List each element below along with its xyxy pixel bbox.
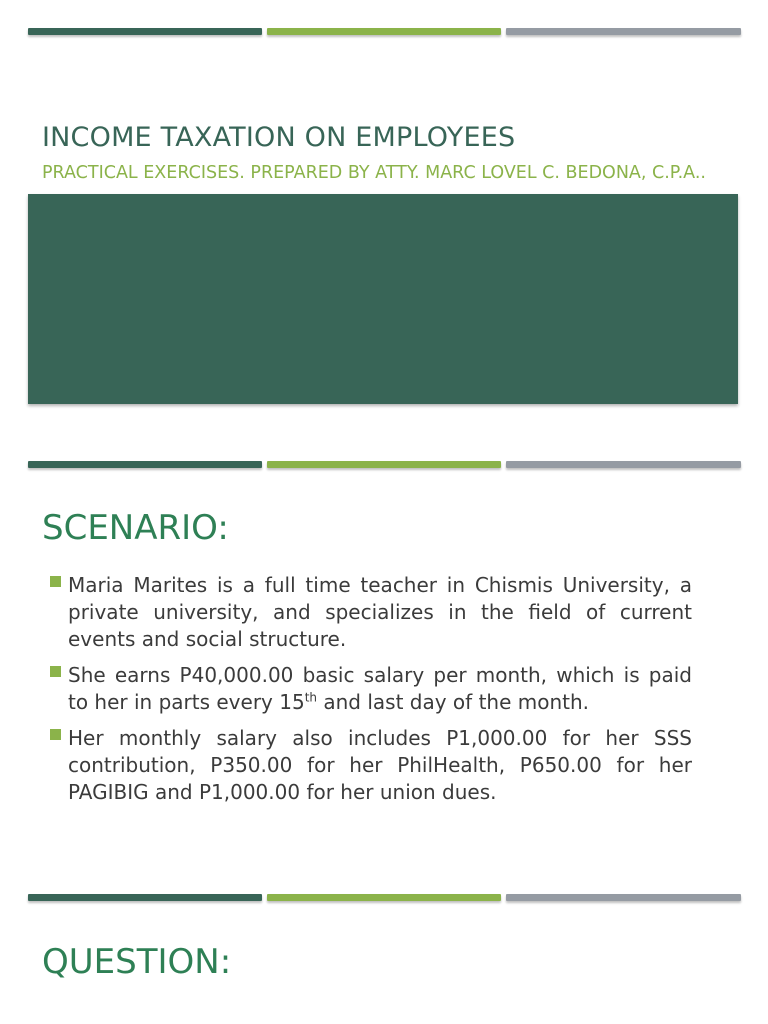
slide-title: INCOME TAXATION ON EMPLOYEES	[42, 122, 516, 153]
divider-segment-dark-green	[28, 461, 262, 468]
bullet-item	[50, 725, 692, 806]
divider-segment-light-green	[267, 461, 501, 468]
scenario-bullet-list	[50, 572, 692, 815]
divider-segment-gray	[506, 894, 741, 901]
bullet-square-icon	[50, 576, 61, 587]
divider-segment-light-green	[267, 894, 501, 901]
slide-subtitle: PRACTICAL EXERCISES. PREPARED BY ATTY. MARC LOVEL C. BEDONA, C.P.A..	[42, 163, 706, 183]
bullet-text-part: She earns P40,000.00 basic salary per month, which is paid to her in parts every 15	[68, 663, 692, 714]
bullet-text: Maria Marites is a full time teacher in Chismis University, a private university, and specializes in the field of current events and social structure.	[68, 573, 692, 651]
bullet-item	[50, 662, 692, 716]
ordinal-suffix: th	[304, 690, 318, 705]
bullet-text: Her monthly salary also includes P1,000.00 for her SSS contribution, P350.00 for her PhilHealth, P650.00 for her PAGIBIG and P1,000.00 for her union dues.	[68, 726, 692, 804]
bullet-item	[50, 572, 692, 653]
title-banner-block	[28, 194, 738, 404]
divider-segment-gray	[506, 28, 741, 35]
divider-segment-gray	[506, 461, 741, 468]
scenario-heading: SCENARIO:	[42, 508, 229, 548]
slide-divider-middle	[28, 461, 741, 469]
bullet-square-icon	[50, 729, 61, 740]
bullet-text-part: and last day of the month.	[317, 690, 590, 714]
slide-divider-bottom	[28, 894, 741, 902]
divider-segment-dark-green	[28, 28, 262, 35]
divider-segment-light-green	[267, 28, 501, 35]
divider-segment-dark-green	[28, 894, 262, 901]
question-heading: QUESTION:	[42, 942, 232, 982]
bullet-square-icon	[50, 666, 61, 677]
slide-divider-top	[28, 28, 741, 36]
